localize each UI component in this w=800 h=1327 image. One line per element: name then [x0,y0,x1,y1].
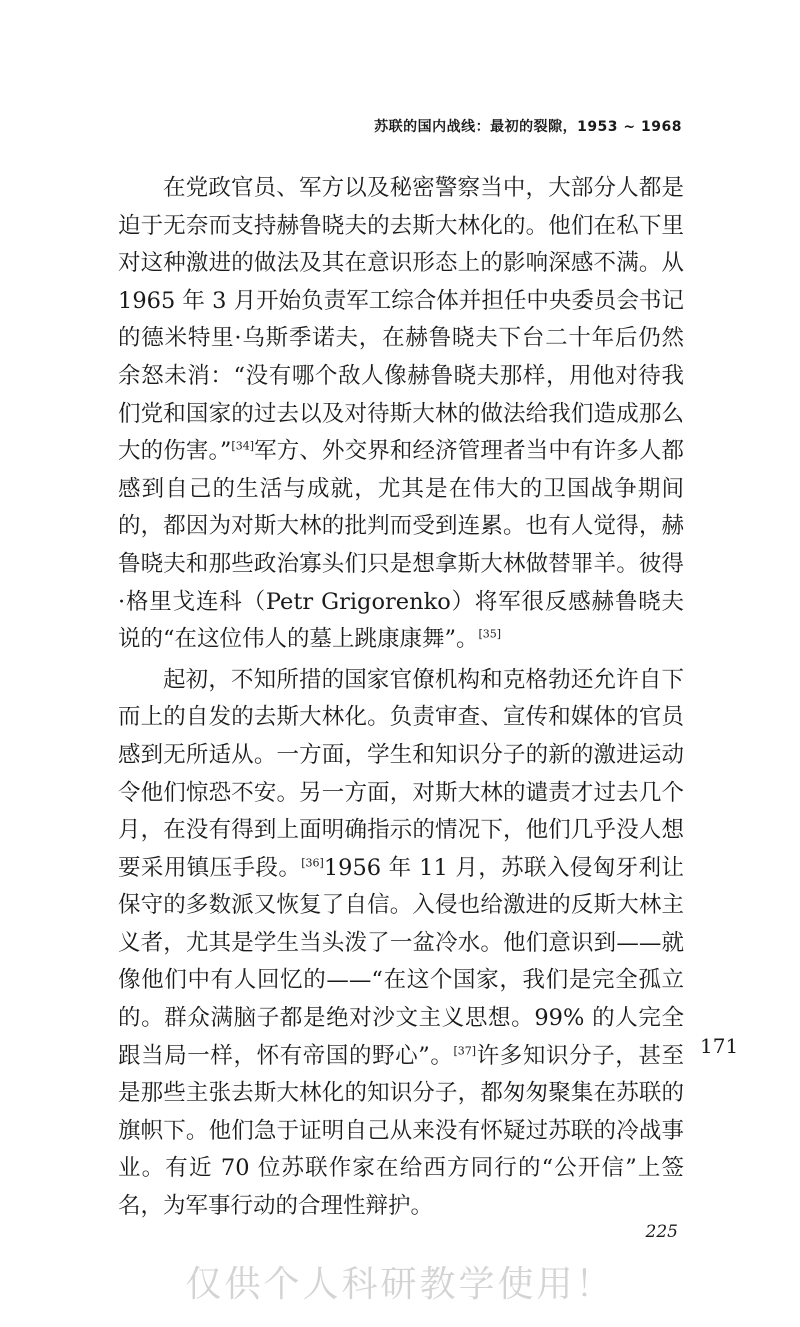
watermark: 仅供个人科研教学使用！ [185,1264,615,1305]
paragraph-2-text-3: 许多知识分子，甚至是那些主张去斯大林化的知识分子，都匆匆聚集在苏联的旗帜下。他们急于证明自己从来没有怀疑过苏联的冷战事业。有近 70 位苏联作家在给西方同行的“公开信”上签名，为军事行动的合理性辩护。 [118,1042,684,1220]
paragraph-2 [118,662,684,1226]
page-number: 225 [645,1222,678,1242]
paragraph-1-text-1: 在党政官员、军方以及秘密警察当中，大部分人都是迫于无奈而支持赫鲁晓夫的去斯大林化的。他们在私下里对这种激进的做法及其在意识形态上的影响深感不满。从 1965 年 3 月开始负责军工综合体并担任中央委员会书记的德米特里·乌斯季诺夫，在赫鲁晓夫下台二十年后仍然余怒未消：“没有哪个敌人像赫鲁晓夫那样，用他对待我们党和国家的过去以及对待斯大林的做法给我们造成那么大的伤害。” [118,175,684,465]
original-page-marker: 171 [700,1034,739,1058]
footnote-ref-34: [34] [231,439,254,453]
body-text [118,170,684,1226]
footnote-ref-37: [37] [453,1044,477,1058]
footnote-ref-35: [35] [478,627,502,641]
paragraph-1-text-2: 军方、外交界和经济管理者当中有许多人都感到自己的生活与成就，尤其是在伟大的卫国战争期间的，都因为对斯大林的批判而受到连累。也有人觉得，赫鲁晓夫和那些政治寡头们只是想拿斯大林做替罪羊。彼得·格里戈连科（Petr Grigorenko）将军很反感赫鲁晓夫说的“在这位伟人的墓上跳康康舞”。 [118,438,684,653]
running-header: 苏联的国内战线：最初的裂隙，1953 ~ 1968 [374,119,682,135]
paragraph-1 [118,170,684,659]
footnote-ref-36: [36] [301,856,324,870]
paragraph-2-text-2: 1956 年 11 月，苏联入侵匈牙利让保守的多数派又恢复了自信。入侵也给激进的反斯大林主义者，尤其是学生当头泼了一盆冷水。他们意识到——就像他们中有人回忆的——“在这个国家，我们是完全孤立的。群众满脑子都是绝对沙文主义思想。99% 的人完全跟当局一样，怀有帝国的野心”。 [118,854,684,1069]
paragraph-2-text-1: 起初，不知所措的国家官僚机构和克格勃还允许自下而上的自发的去斯大林化。负责审查、宣传和媒体的官员感到无所适从。一方面，学生和知识分子的新的激进运动令他们惊恐不安。另一方面，对斯大林的谴责才过去几个月，在没有得到上面明确指示的情况下，他们几乎没人想要采用镇压手段。 [118,666,684,881]
